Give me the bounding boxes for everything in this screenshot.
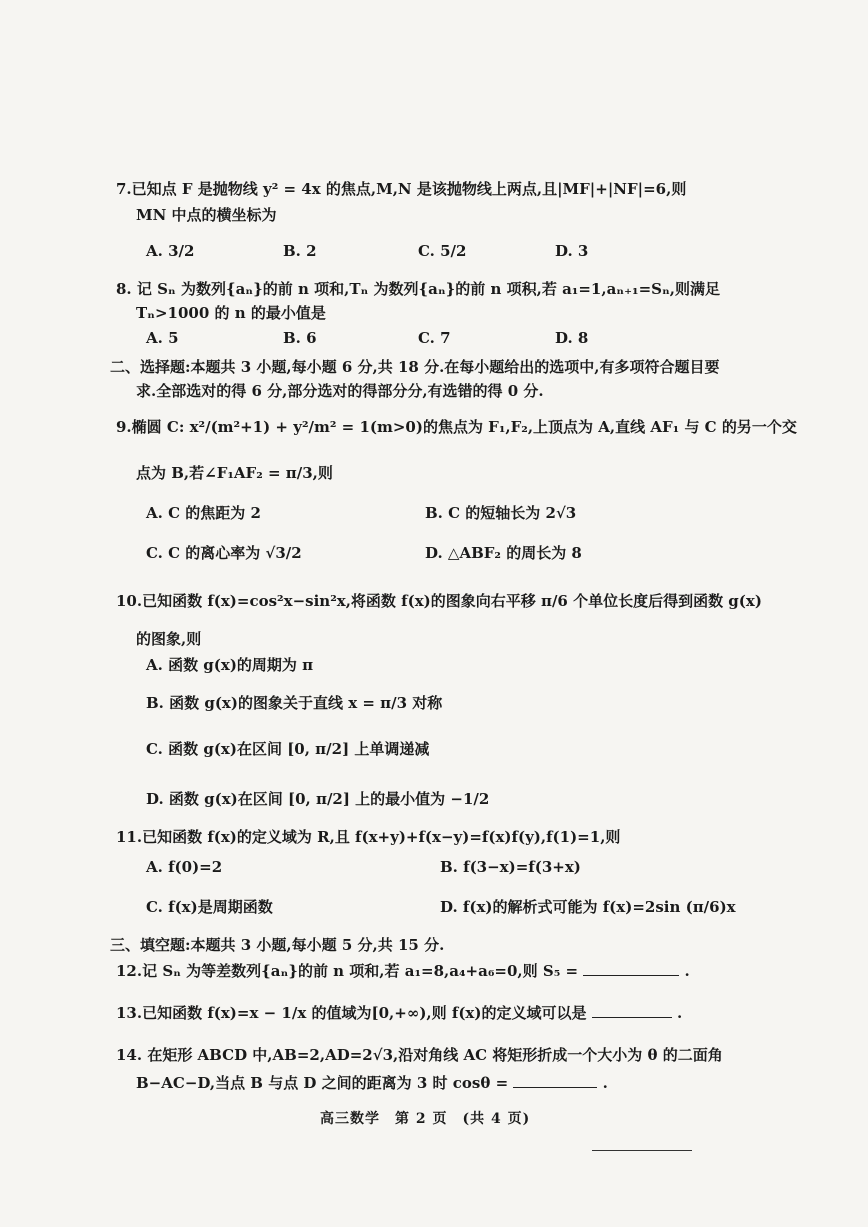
q10-option-b: B. 函数 g(x)的图象关于直线 x = π/3 对称 — [146, 694, 443, 712]
q13-stem — [116, 1002, 682, 1024]
q9-option-d: D. △ABF₂ 的周长为 8 — [425, 544, 582, 562]
q9-stem-line1: 9.椭圆 C: x²/(m²+1) + y²/m² = 1(m>0)的焦点为 F₁,F₂,上顶点为 A,直线 AF₁ 与 C 的另一个交 — [116, 418, 797, 436]
stray-underline — [592, 1150, 692, 1151]
q9-option-c: C. C 的离心率为 √3/2 — [146, 544, 302, 562]
q12-period: . — [684, 962, 690, 980]
q13-answer-blank[interactable] — [592, 1003, 672, 1018]
q13-text: 13.已知函数 f(x)=x − 1/x 的值域为[0,+∞),则 f(x)的定义域可以是 — [116, 1004, 587, 1022]
section-2-heading-line1: 二、选择题:本题共 3 小题,每小题 6 分,共 18 分.在每小题给出的选项中,有多项符合题目要 — [110, 358, 720, 376]
q10-stem-line2: 的图象,则 — [136, 630, 202, 648]
q13-period: . — [676, 1004, 683, 1022]
q9-option-a: A. C 的焦距为 2 — [146, 504, 261, 522]
q7-option-d: D. 3 — [555, 242, 589, 260]
q11-option-c: C. f(x)是周期函数 — [146, 898, 273, 916]
q11-option-b: B. f(3−x)=f(3+x) — [440, 858, 581, 876]
q8-stem-line1: 8. 记 Sₙ 为数列{aₙ}的前 n 项和,Tₙ 为数列{aₙ}的前 n 项积,若 a₁=1,aₙ₊₁=Sₙ,则满足 — [116, 280, 720, 298]
q8-option-d: D. 8 — [555, 329, 589, 347]
q8-option-c: C. 7 — [418, 329, 451, 347]
q9-stem-line2: 点为 B,若∠F₁AF₂ = π/3,则 — [136, 464, 333, 482]
q12-text: 12.记 Sₙ 为等差数列{aₙ}的前 n 项和,若 a₁=8,a₄+a₆=0,则 S₅ = — [116, 962, 579, 980]
q7-stem-line1: 7.已知点 F 是抛物线 y² = 4x 的焦点,M,N 是该抛物线上两点,且|MF|+|NF|=6,则 — [116, 180, 687, 198]
section-2-heading-line2: 求.全部选对的得 6 分,部分选对的得部分分,有选错的得 0 分. — [136, 382, 544, 400]
q11-stem-line1: 11.已知函数 f(x)的定义域为 R,且 f(x+y)+f(x−y)=f(x)f(y),f(1)=1,则 — [116, 828, 621, 846]
q14-text: B−AC−D,当点 B 与点 D 之间的距离为 3 时 cosθ = — [136, 1074, 509, 1092]
section-3-heading: 三、填空题:本题共 3 小题,每小题 5 分,共 15 分. — [110, 936, 445, 954]
q10-option-a: A. 函数 g(x)的周期为 π — [146, 656, 314, 674]
q7-option-c: C. 5/2 — [418, 242, 467, 260]
q7-stem-line2: MN 中点的横坐标为 — [136, 206, 277, 224]
q14-answer-blank[interactable] — [513, 1073, 597, 1088]
q14-period: . — [602, 1074, 608, 1092]
q14-stem-line1: 14. 在矩形 ABCD 中,AB=2,AD=2√3,沿对角线 AC 将矩形折成一个大小为 θ 的二面角 — [116, 1046, 723, 1064]
page-footer: 高三数学 第 2 页 (共 4 页) — [320, 1111, 531, 1127]
q7-option-b: B. 2 — [283, 242, 317, 260]
q11-option-a: A. f(0)=2 — [146, 858, 223, 876]
q11-option-d: D. f(x)的解析式可能为 f(x)=2sin (π/6)x — [440, 898, 736, 916]
q8-option-a: A. 5 — [146, 329, 179, 347]
q10-option-d: D. 函数 g(x)在区间 [0, π/2] 上的最小值为 −1/2 — [146, 790, 490, 808]
q9-option-b: B. C 的短轴长为 2√3 — [425, 504, 577, 522]
q14-stem-line2 — [136, 1072, 608, 1094]
q8-option-b: B. 6 — [283, 329, 317, 347]
q10-stem-line1: 10.已知函数 f(x)=cos²x−sin²x,将函数 f(x)的图象向右平移 π/6 个单位长度后得到函数 g(x) — [116, 592, 762, 610]
q8-stem-line2: Tₙ>1000 的 n 的最小值是 — [136, 304, 326, 322]
q12-stem — [116, 960, 690, 982]
q7-option-a: A. 3/2 — [146, 242, 195, 260]
q10-option-c: C. 函数 g(x)在区间 [0, π/2] 上单调递减 — [146, 740, 430, 758]
q12-answer-blank[interactable] — [583, 961, 679, 976]
